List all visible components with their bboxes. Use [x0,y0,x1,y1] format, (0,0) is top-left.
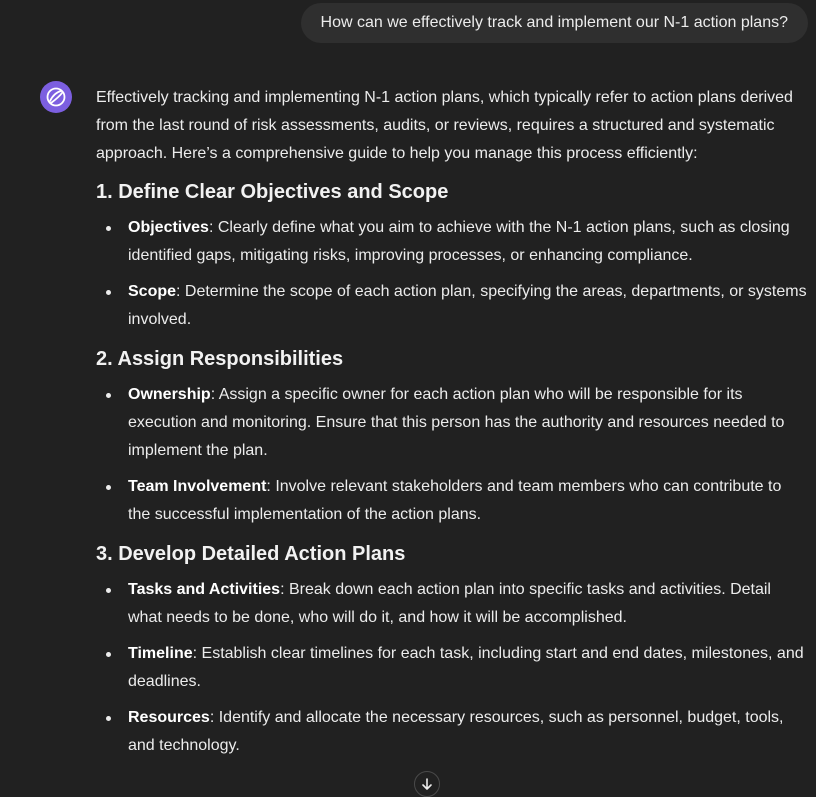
section-heading: 2. Assign Responsibilities [96,348,344,370]
list-item-term: Ownership [128,386,211,403]
section-list [96,576,808,760]
list-item-term: Scope [128,283,177,300]
list-item [128,576,808,632]
list-item-text: : Break down each action plan into specific tasks and activities. Detail what needs to be done, who will do it, and how it will be accomplished. [128,581,771,626]
list-item-text: : Establish clear timelines for each task, including start and end dates, milestones, and deadlines. [128,645,804,690]
assistant-avatar [40,81,72,113]
user-message-bubble [301,3,808,43]
arrow-down-icon [420,777,434,791]
list-item-text: : Identify and allocate the necessary resources, such as personnel, budget, tools, and technology. [128,709,784,754]
list-item-text: : Involve relevant stakeholders and team members who can contribute to the successful implementation of the action plans. [128,478,782,523]
openai-logo-icon [45,86,67,108]
list-item-text: : Assign a specific owner for each action plan who will be responsible for its execution and monitoring. Ensure that this person has the authority and resources needed to implement the plan. [128,386,785,459]
user-message-text: How can we effectively track and implement our N-1 action plans? [320,14,788,31]
section-heading: 3. Develop Detailed Action Plans [96,543,406,565]
list-item [128,278,808,334]
assistant-response [96,84,808,771]
section-list [96,214,808,334]
list-item-term: Objectives [128,219,209,236]
list-item-term: Resources [128,709,210,726]
list-item [128,381,808,465]
list-item-term: Timeline [128,645,193,662]
list-item [128,704,808,760]
list-item [128,473,808,529]
list-item-text: : Clearly define what you aim to achieve with the N-1 action plans, such as closing identified gaps, mitigating risks, improving processes, or enhancing compliance. [128,219,790,264]
intro-paragraph: Effectively tracking and implementing N-1 action plans, which typically refer to action plans derived from the last round of risk assessments, audits, or reviews, requires a structured and systematic approach. Here’s a comprehensive guide to help you manage this process efficiently: [96,89,793,162]
list-item [128,640,808,696]
list-item-text: : Determine the scope of each action plan, specifying the areas, departments, or systems involved. [128,283,807,328]
section-heading: 1. Define Clear Objectives and Scope [96,181,449,203]
list-item-term: Tasks and Activities [128,581,281,598]
list-item-term: Team Involvement [128,478,267,495]
scroll-to-bottom-button[interactable] [414,771,440,797]
list-item [128,214,808,270]
section-list [96,381,808,529]
